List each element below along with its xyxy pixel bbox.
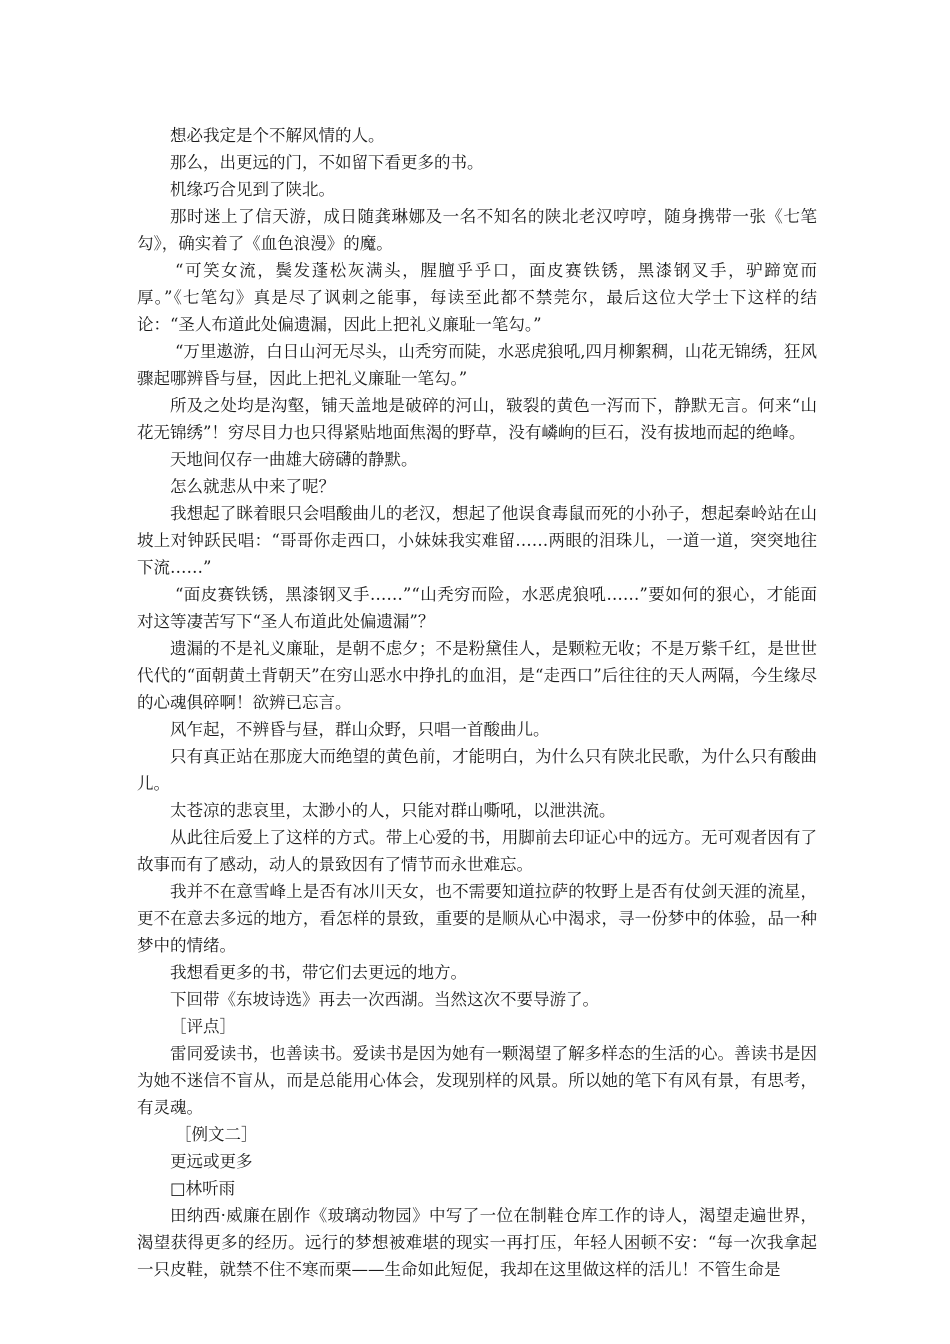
paragraph: 我并不在意雪峰上是否有冰川天女，也不需要知道拉萨的牧野上是否有仗剑天涯的流星，更不在意去多远的地方，看怎样的景致，重要的是顺从心中渴求，寻一份梦中的体验，品一种梦中的情绪。 (137, 882, 817, 955)
comment-heading: ［评点］ (170, 1017, 236, 1036)
paragraph: 想必我定是个不解风情的人。 (170, 126, 385, 145)
essay-title: 更远或更多 (170, 1152, 253, 1171)
paragraph: 我想起了眯着眼只会唱酸曲儿的老汉，想起了他误食毒鼠而死的小孙子，想起秦岭站在山坡上对钟跃民唱：“哥哥你走西口，小妹妹我实难留……两眼的泪珠儿，一道一道，突突地往下流……” (137, 504, 817, 577)
paragraph: 田纳西·威廉在剧作《玻璃动物园》中写了一位在制鞋仓库工作的诗人，渴望走遍世界，渴望获得更多的经历。远行的梦想被难堪的现实一再打压，年轻人困顿不安：“每一次我拿起一只皮鞋，就禁不住不寒而栗——生命如此短促，我却在这里做这样的活儿！不管生命是 (137, 1206, 817, 1279)
paragraph: 从此往后爱上了这样的方式。带上心爱的书，用脚前去印证心中的远方。无可观者因有了故事而有了感动，动人的景致因有了情节而永世难忘。 (137, 828, 817, 874)
paragraph: 那么，出更远的门，不如留下看更多的书。 (170, 153, 484, 172)
paragraph: “可笑女流，鬓发蓬松灰满头，腥膻乎乎口，面皮赛铁锈，黑漆钢叉手，驴蹄宽而厚。”《七笔勾》真是尽了讽刺之能事，每读至此都不禁莞尔，最后这位大学士下这样的结论：“圣人布道此处偏遗漏，因此上把礼义廉耻一笔勾。” (137, 261, 817, 334)
paragraph: 机缘巧合见到了陕北。 (170, 180, 335, 199)
essay-author: □林听雨 (170, 1179, 236, 1198)
example-heading: ［例文二］ (174, 1125, 258, 1144)
paragraph: 怎么就悲从中来了呢？ (170, 477, 335, 496)
paragraph: 那时迷上了信天游，成日随龚琳娜及一名不知名的陕北老汉哼哼，随身携带一张《七笔勾》，确实着了《血色浪漫》的魔。 (137, 207, 817, 253)
paragraph: 只有真正站在那庞大而绝望的黄色前，才能明白，为什么只有陕北民歌，为什么只有酸曲儿。 (137, 747, 817, 793)
comment-paragraph: 雷同爱读书，也善读书。爱读书是因为她有一颗渴望了解多样态的生活的心。善读书是因为她不迷信不盲从，而是总能用心体会，发现别样的风景。所以她的笔下有风有景，有思考，有灵魂。 (137, 1044, 817, 1117)
paragraph: 风乍起，不辨昏与昼，群山众野，只唱一首酸曲儿。 (170, 720, 550, 739)
paragraph: 下回带《东坡诗选》再去一次西湖。当然这次不要导游了。 (170, 990, 599, 1009)
paragraph: 所及之处均是沟壑，铺天盖地是破碎的河山，皲裂的黄色一泻而下，静默无言。何来“山花无锦绣”！穷尽目力也只得紧贴地面焦渴的野草，没有嶙峋的巨石，没有拔地而起的绝峰。 (137, 396, 817, 442)
paragraph: “面皮赛铁锈，黑漆钢叉手……”“山秃穷而险，水恶虎狼吼……”要如何的狠心，才能面对这等凄苦写下“圣人布道此处偏遗漏”？ (137, 585, 817, 631)
paragraph: 遗漏的不是礼义廉耻，是朝不虑夕；不是粉黛佳人，是颗粒无收；不是万紫千红，是世世代代的“面朝黄土背朝天”在穷山恶水中挣扎的血泪，是“走西口”后往往的天人两隔，今生缘尽的心魂俱碎啊！欲辨已忘言。 (137, 639, 817, 712)
paragraph: 太苍凉的悲哀里，太渺小的人，只能对群山嘶吼，以泄洪流。 (170, 801, 616, 820)
paragraph: 天地间仅存一曲雄大磅礴的静默。 (170, 450, 418, 469)
paragraph: “万里遨游，白日山河无尽头，山秃穷而陡，水恶虎狼吼,四月柳絮稠，山花无锦绣，狂风骤起哪辨昏与昼，因此上把礼义廉耻一笔勾。” (137, 342, 817, 388)
document-page (137, 122, 817, 1283)
paragraph: 我想看更多的书，带它们去更远的地方。 (170, 963, 467, 982)
